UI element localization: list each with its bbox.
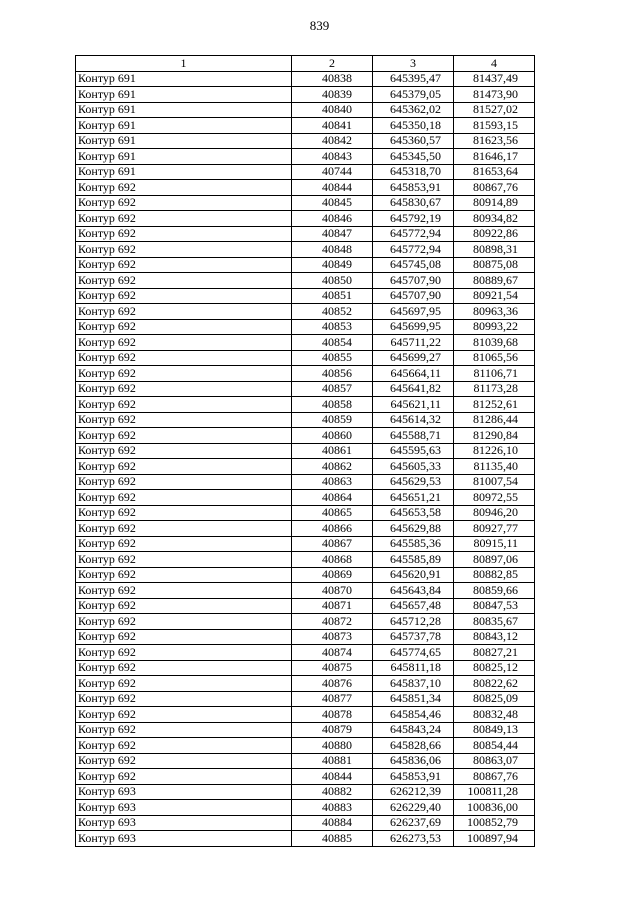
coordinates-table — [75, 55, 535, 847]
point-number-cell: 40885 — [292, 831, 373, 847]
table-row — [76, 226, 535, 242]
x-coordinate-cell: 645605,33 — [373, 459, 454, 475]
point-number-cell: 40858 — [292, 397, 373, 413]
x-coordinate-cell: 645711,22 — [373, 335, 454, 351]
table-row — [76, 102, 535, 118]
table-row — [76, 583, 535, 599]
table-row — [76, 614, 535, 630]
table-row — [76, 87, 535, 103]
x-coordinate-cell: 645664,11 — [373, 366, 454, 382]
y-coordinate-cell: 80827,21 — [454, 645, 535, 661]
point-number-cell: 40871 — [292, 598, 373, 614]
x-coordinate-cell: 645620,91 — [373, 567, 454, 583]
table-row — [76, 273, 535, 289]
point-number-cell: 40853 — [292, 319, 373, 335]
point-number-cell: 40855 — [292, 350, 373, 366]
table-row — [76, 381, 535, 397]
table-row — [76, 490, 535, 506]
y-coordinate-cell: 81623,56 — [454, 133, 535, 149]
x-coordinate-cell: 645836,06 — [373, 753, 454, 769]
contour-name-cell: Контур 691 — [76, 149, 292, 165]
point-number-cell: 40840 — [292, 102, 373, 118]
y-coordinate-cell: 80921,54 — [454, 288, 535, 304]
contour-name-cell: Контур 692 — [76, 769, 292, 785]
contour-name-cell: Контур 692 — [76, 180, 292, 196]
y-coordinate-cell: 80897,06 — [454, 552, 535, 568]
y-coordinate-cell: 80843,12 — [454, 629, 535, 645]
contour-name-cell: Контур 692 — [76, 350, 292, 366]
x-coordinate-cell: 645772,94 — [373, 242, 454, 258]
contour-name-cell: Контур 692 — [76, 319, 292, 335]
table-row — [76, 319, 535, 335]
contour-name-cell: Контур 692 — [76, 381, 292, 397]
contour-name-cell: Контур 693 — [76, 815, 292, 831]
y-coordinate-cell: 80849,13 — [454, 722, 535, 738]
table-row — [76, 397, 535, 413]
point-number-cell: 40878 — [292, 707, 373, 723]
point-number-cell: 40851 — [292, 288, 373, 304]
contour-name-cell: Контур 692 — [76, 428, 292, 444]
x-coordinate-cell: 645318,70 — [373, 164, 454, 180]
y-coordinate-cell: 80863,07 — [454, 753, 535, 769]
contour-name-cell: Контур 692 — [76, 490, 292, 506]
table-row — [76, 149, 535, 165]
point-number-cell: 40877 — [292, 691, 373, 707]
x-coordinate-cell: 626212,39 — [373, 784, 454, 800]
header-row — [76, 56, 535, 72]
x-coordinate-cell: 645854,46 — [373, 707, 454, 723]
table-row — [76, 722, 535, 738]
x-coordinate-cell: 645621,11 — [373, 397, 454, 413]
table-row — [76, 815, 535, 831]
y-coordinate-cell: 81593,15 — [454, 118, 535, 134]
y-coordinate-cell: 80822,62 — [454, 676, 535, 692]
x-coordinate-cell: 626237,69 — [373, 815, 454, 831]
table-row — [76, 474, 535, 490]
contour-name-cell: Контур 693 — [76, 784, 292, 800]
point-number-cell: 40849 — [292, 257, 373, 273]
table-row — [76, 257, 535, 273]
point-number-cell: 40839 — [292, 87, 373, 103]
y-coordinate-cell: 80859,66 — [454, 583, 535, 599]
table-row — [76, 676, 535, 692]
page-number: 839 — [309, 18, 330, 33]
table-row — [76, 211, 535, 227]
x-coordinate-cell: 645830,67 — [373, 195, 454, 211]
x-coordinate-cell: 645641,82 — [373, 381, 454, 397]
table-row — [76, 71, 535, 87]
x-coordinate-cell: 645360,57 — [373, 133, 454, 149]
table-row — [76, 691, 535, 707]
contour-name-cell: Контур 692 — [76, 722, 292, 738]
point-number-cell: 40842 — [292, 133, 373, 149]
point-number-cell: 40864 — [292, 490, 373, 506]
table-row — [76, 800, 535, 816]
y-coordinate-cell: 81106,71 — [454, 366, 535, 382]
table-row — [76, 707, 535, 723]
point-number-cell: 40856 — [292, 366, 373, 382]
contour-name-cell: Контур 692 — [76, 257, 292, 273]
table-row — [76, 164, 535, 180]
contour-name-cell: Контур 691 — [76, 87, 292, 103]
contour-name-cell: Контур 691 — [76, 133, 292, 149]
table-row — [76, 350, 535, 366]
point-number-cell: 40844 — [292, 769, 373, 785]
table-row — [76, 784, 535, 800]
x-coordinate-cell: 645595,63 — [373, 443, 454, 459]
y-coordinate-cell: 81135,40 — [454, 459, 535, 475]
x-coordinate-cell: 645653,58 — [373, 505, 454, 521]
y-coordinate-cell: 80835,67 — [454, 614, 535, 630]
y-coordinate-cell: 80993,22 — [454, 319, 535, 335]
point-number-cell: 40863 — [292, 474, 373, 490]
y-coordinate-cell: 81065,56 — [454, 350, 535, 366]
point-number-cell: 40845 — [292, 195, 373, 211]
table-row — [76, 505, 535, 521]
y-coordinate-cell: 81653,64 — [454, 164, 535, 180]
y-coordinate-cell: 81473,90 — [454, 87, 535, 103]
table-row — [76, 195, 535, 211]
point-number-cell: 40868 — [292, 552, 373, 568]
contour-name-cell: Контур 693 — [76, 800, 292, 816]
point-number-cell: 40843 — [292, 149, 373, 165]
table-row — [76, 443, 535, 459]
contour-name-cell: Контур 691 — [76, 118, 292, 134]
x-coordinate-cell: 645395,47 — [373, 71, 454, 87]
y-coordinate-cell: 81173,28 — [454, 381, 535, 397]
point-number-cell: 40881 — [292, 753, 373, 769]
y-coordinate-cell: 81252,61 — [454, 397, 535, 413]
table-row — [76, 366, 535, 382]
point-number-cell: 40865 — [292, 505, 373, 521]
x-coordinate-cell: 645379,05 — [373, 87, 454, 103]
x-coordinate-cell: 645707,90 — [373, 273, 454, 289]
contour-name-cell: Контур 692 — [76, 505, 292, 521]
x-coordinate-cell: 645699,95 — [373, 319, 454, 335]
point-number-cell: 40884 — [292, 815, 373, 831]
point-number-cell: 40850 — [292, 273, 373, 289]
contour-name-cell: Контур 692 — [76, 660, 292, 676]
table-row — [76, 335, 535, 351]
contour-name-cell: Контур 692 — [76, 614, 292, 630]
table-row — [76, 288, 535, 304]
contour-name-cell: Контур 692 — [76, 195, 292, 211]
point-number-cell: 40869 — [292, 567, 373, 583]
point-number-cell: 40848 — [292, 242, 373, 258]
y-coordinate-cell: 80825,09 — [454, 691, 535, 707]
x-coordinate-cell: 645345,50 — [373, 149, 454, 165]
table-row — [76, 753, 535, 769]
x-coordinate-cell: 645772,94 — [373, 226, 454, 242]
x-coordinate-cell: 626273,53 — [373, 831, 454, 847]
y-coordinate-cell: 81290,84 — [454, 428, 535, 444]
point-number-cell: 40847 — [292, 226, 373, 242]
table-row — [76, 552, 535, 568]
y-coordinate-cell: 80927,77 — [454, 521, 535, 537]
contour-name-cell: Контур 691 — [76, 71, 292, 87]
point-number-cell: 40870 — [292, 583, 373, 599]
table-row — [76, 459, 535, 475]
point-number-cell: 40861 — [292, 443, 373, 459]
y-coordinate-cell: 100852,79 — [454, 815, 535, 831]
x-coordinate-cell: 645585,36 — [373, 536, 454, 552]
table-row — [76, 769, 535, 785]
table-row — [76, 412, 535, 428]
y-coordinate-cell: 80946,20 — [454, 505, 535, 521]
point-number-cell: 40857 — [292, 381, 373, 397]
y-coordinate-cell: 80847,53 — [454, 598, 535, 614]
point-number-cell: 40879 — [292, 722, 373, 738]
x-coordinate-cell: 645629,88 — [373, 521, 454, 537]
table-row — [76, 629, 535, 645]
table-row — [76, 304, 535, 320]
contour-name-cell: Контур 692 — [76, 474, 292, 490]
x-coordinate-cell: 645614,32 — [373, 412, 454, 428]
x-coordinate-cell: 645837,10 — [373, 676, 454, 692]
y-coordinate-cell: 100897,94 — [454, 831, 535, 847]
x-coordinate-cell: 645712,28 — [373, 614, 454, 630]
x-coordinate-cell: 645585,89 — [373, 552, 454, 568]
table-row — [76, 660, 535, 676]
table-body — [76, 71, 535, 846]
y-coordinate-cell: 100811,28 — [454, 784, 535, 800]
y-coordinate-cell: 80882,85 — [454, 567, 535, 583]
x-coordinate-cell: 645774,65 — [373, 645, 454, 661]
y-coordinate-cell: 80963,36 — [454, 304, 535, 320]
point-number-cell: 40854 — [292, 335, 373, 351]
point-number-cell: 40882 — [292, 784, 373, 800]
point-number-cell: 40744 — [292, 164, 373, 180]
contour-name-cell: Контур 692 — [76, 691, 292, 707]
y-coordinate-cell: 81226,10 — [454, 443, 535, 459]
contour-name-cell: Контур 693 — [76, 831, 292, 847]
contour-name-cell: Контур 692 — [76, 738, 292, 754]
y-coordinate-cell: 80867,76 — [454, 180, 535, 196]
contour-name-cell: Контур 692 — [76, 273, 292, 289]
contour-name-cell: Контур 692 — [76, 753, 292, 769]
contour-name-cell: Контур 692 — [76, 366, 292, 382]
x-coordinate-cell: 645651,21 — [373, 490, 454, 506]
y-coordinate-cell: 80914,89 — [454, 195, 535, 211]
column-header-4: 4 — [454, 56, 535, 72]
y-coordinate-cell: 81007,54 — [454, 474, 535, 490]
point-number-cell: 40883 — [292, 800, 373, 816]
x-coordinate-cell: 626229,40 — [373, 800, 454, 816]
point-number-cell: 40862 — [292, 459, 373, 475]
x-coordinate-cell: 645350,18 — [373, 118, 454, 134]
x-coordinate-cell: 645828,66 — [373, 738, 454, 754]
y-coordinate-cell: 80875,08 — [454, 257, 535, 273]
table-row — [76, 242, 535, 258]
point-number-cell: 40872 — [292, 614, 373, 630]
x-coordinate-cell: 645737,78 — [373, 629, 454, 645]
contour-name-cell: Контур 692 — [76, 521, 292, 537]
y-coordinate-cell: 80867,76 — [454, 769, 535, 785]
x-coordinate-cell: 645588,71 — [373, 428, 454, 444]
table-row — [76, 180, 535, 196]
point-number-cell: 40852 — [292, 304, 373, 320]
table-row — [76, 831, 535, 847]
column-header-1: 1 — [76, 56, 292, 72]
point-number-cell: 40846 — [292, 211, 373, 227]
y-coordinate-cell: 80922,86 — [454, 226, 535, 242]
x-coordinate-cell: 645851,34 — [373, 691, 454, 707]
y-coordinate-cell: 80972,55 — [454, 490, 535, 506]
x-coordinate-cell: 645362,02 — [373, 102, 454, 118]
y-coordinate-cell: 81646,17 — [454, 149, 535, 165]
contour-name-cell: Контур 692 — [76, 645, 292, 661]
contour-name-cell: Контур 692 — [76, 583, 292, 599]
x-coordinate-cell: 645697,95 — [373, 304, 454, 320]
y-coordinate-cell: 80854,44 — [454, 738, 535, 754]
table-row — [76, 536, 535, 552]
table-row — [76, 428, 535, 444]
table-row — [76, 598, 535, 614]
x-coordinate-cell: 645707,90 — [373, 288, 454, 304]
contour-name-cell: Контур 692 — [76, 397, 292, 413]
x-coordinate-cell: 645699,27 — [373, 350, 454, 366]
contour-name-cell: Контур 692 — [76, 242, 292, 258]
contour-name-cell: Контур 692 — [76, 459, 292, 475]
table-row — [76, 118, 535, 134]
point-number-cell: 40880 — [292, 738, 373, 754]
y-coordinate-cell: 80889,67 — [454, 273, 535, 289]
point-number-cell: 40859 — [292, 412, 373, 428]
contour-name-cell: Контур 692 — [76, 676, 292, 692]
x-coordinate-cell: 645853,91 — [373, 180, 454, 196]
y-coordinate-cell: 81437,49 — [454, 71, 535, 87]
table-row — [76, 133, 535, 149]
contour-name-cell: Контур 692 — [76, 567, 292, 583]
point-number-cell: 40867 — [292, 536, 373, 552]
contour-name-cell: Контур 692 — [76, 211, 292, 227]
contour-name-cell: Контур 692 — [76, 335, 292, 351]
point-number-cell: 40844 — [292, 180, 373, 196]
point-number-cell: 40876 — [292, 676, 373, 692]
contour-name-cell: Контур 692 — [76, 629, 292, 645]
x-coordinate-cell: 645629,53 — [373, 474, 454, 490]
y-coordinate-cell: 80915,11 — [454, 536, 535, 552]
contour-name-cell: Контур 692 — [76, 552, 292, 568]
x-coordinate-cell: 645643,84 — [373, 583, 454, 599]
point-number-cell: 40873 — [292, 629, 373, 645]
contour-name-cell: Контур 691 — [76, 102, 292, 118]
contour-name-cell: Контур 692 — [76, 598, 292, 614]
table-row — [76, 738, 535, 754]
contour-name-cell: Контур 692 — [76, 443, 292, 459]
contour-name-cell: Контур 692 — [76, 288, 292, 304]
y-coordinate-cell: 81039,68 — [454, 335, 535, 351]
x-coordinate-cell: 645811,18 — [373, 660, 454, 676]
y-coordinate-cell: 100836,00 — [454, 800, 535, 816]
contour-name-cell: Контур 692 — [76, 304, 292, 320]
point-number-cell: 40875 — [292, 660, 373, 676]
contour-name-cell: Контур 692 — [76, 536, 292, 552]
table-row — [76, 521, 535, 537]
contour-name-cell: Контур 692 — [76, 412, 292, 428]
table-row — [76, 645, 535, 661]
x-coordinate-cell: 645657,48 — [373, 598, 454, 614]
point-number-cell: 40866 — [292, 521, 373, 537]
y-coordinate-cell: 81527,02 — [454, 102, 535, 118]
column-header-3: 3 — [373, 56, 454, 72]
contour-name-cell: Контур 692 — [76, 707, 292, 723]
x-coordinate-cell: 645792,19 — [373, 211, 454, 227]
y-coordinate-cell: 80832,48 — [454, 707, 535, 723]
table-row — [76, 567, 535, 583]
y-coordinate-cell: 81286,44 — [454, 412, 535, 428]
column-header-2: 2 — [292, 56, 373, 72]
y-coordinate-cell: 80825,12 — [454, 660, 535, 676]
contour-name-cell: Контур 692 — [76, 226, 292, 242]
point-number-cell: 40860 — [292, 428, 373, 444]
x-coordinate-cell: 645853,91 — [373, 769, 454, 785]
point-number-cell: 40838 — [292, 71, 373, 87]
y-coordinate-cell: 80898,31 — [454, 242, 535, 258]
point-number-cell: 40841 — [292, 118, 373, 134]
x-coordinate-cell: 645745,08 — [373, 257, 454, 273]
contour-name-cell: Контур 691 — [76, 164, 292, 180]
y-coordinate-cell: 80934,82 — [454, 211, 535, 227]
point-number-cell: 40874 — [292, 645, 373, 661]
x-coordinate-cell: 645843,24 — [373, 722, 454, 738]
